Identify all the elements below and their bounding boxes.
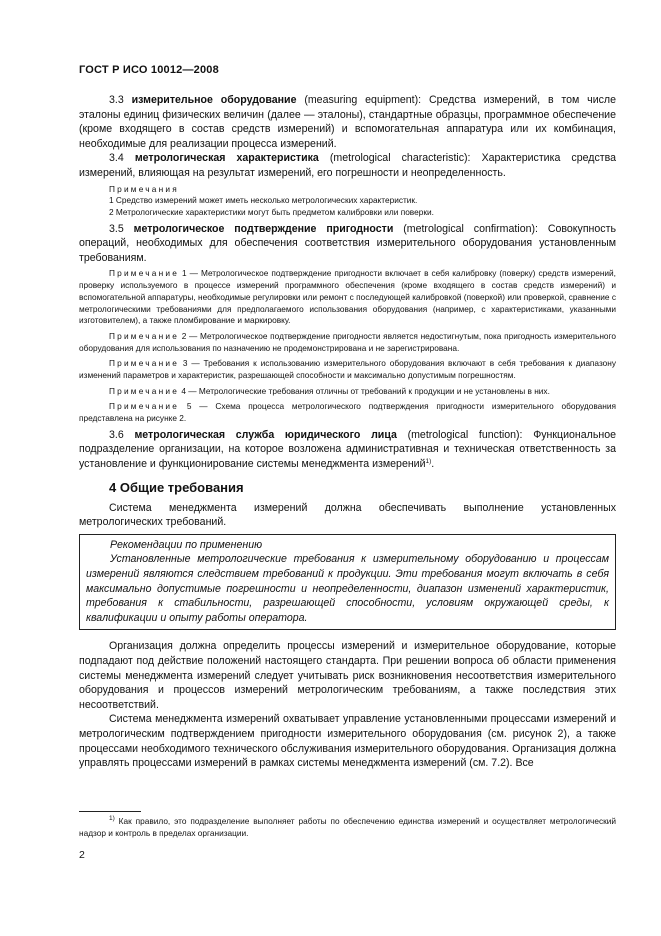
recommendation-heading: Рекомендации по применению [110,538,263,551]
note-label: Примечание [109,401,180,412]
page-body [79,93,616,771]
definition-3-3 [79,93,616,151]
defined-term: метрологическая служба юридического лица [134,428,397,441]
recommendation-box [79,534,616,631]
footnote [79,816,616,839]
note-text: 2 — Метрологическое подтверждение пригодности является недостигнутым, пока пригодность измерительного оборудования для использования по назначению не продемонстрирована и не зарегистрирована. [79,330,616,353]
note-item: 2 Метрологические характеристики могут быть предметом калибровки или поверки. [109,206,434,217]
section-4-paragraph-3: Система менеджмента измерений охватывает управление установленными процессами измерений и метрологическим подтверждением пригодности измерительного оборудования (см. рисунок 2), а также процессами необходимого технического обслуживания измерительного оборудования. Организация должна управлять процессами измерений в рамках системы менеджмента измерений (см. 7.2). Все [79,713,616,770]
note-3 [79,358,616,381]
note-text: 5 — Схема процесса метрологического подтверждения пригодности измерительного оборудования представлена на рисунке 2. [79,401,616,424]
page-number: 2 [79,849,85,861]
clause-number: 3.5 [109,222,124,235]
footnote-divider [79,811,141,812]
note-item: 1 Средство измерений может иметь несколько метрологических характеристик. [109,195,418,206]
note-text: 4 — Метрологические требования отличны от требований к продукции и не установлены в них. [179,385,550,396]
definition-3-6 [79,428,616,472]
clause-number: 3.6 [109,428,124,441]
defined-term: метрологическое подтверждение пригодности [133,222,394,235]
note-5 [79,401,616,424]
definition-text: (measuring equipment): Средства измерений, в том числе эталоны единиц физических величин (далее — эталоны), стандартные образцы, программное обеспечение (кроме входящего в состав средств измерений) и вспомогательная аппаратура или их комбинация, необходимые для реализации процесса измерений. [79,94,616,150]
recommendation-text: Установленные метрологические требования к измерительному оборудованию и процессам измерений являются следствием требований к продукции. Эти требования могут включать в себя максимально допустимые погрешности и неопределенности, диапазон изменений характеристик, требования к стабильности, разрешающей способности, условиям окружающей среды, к квалификации и опыту работы оператора. [86,553,609,624]
section-4-paragraph-2: Организация должна определить процессы измерений и измерительное оборудование, которые подпадают под действие положений настоящего стандарта. При решении вопроса об области применения системы менеджмента измерений следует учитывать риск возникновения несоответствия измерительного оборудования и процессов измерений метрологическим требованиям, а также последствия этих несоответствий. [79,640,616,711]
clause-number: 3.3 [109,94,124,106]
definition-text: (metrological confirmation): Совокупность операций, необходимых для обеспечения соответствия измерительного оборудования установленным требованиям. [79,222,616,264]
section-heading: 4 Общие требования [109,479,244,495]
clause-number: 3.4 [109,152,124,165]
defined-term: измерительное оборудование [131,94,297,106]
footnote-text: Как правило, это подразделение выполняет работы по обеспечению единства измерений и осуществляет метрологический надзор и контроль в пределах организации. [79,816,616,838]
section-4-paragraph-1: Система менеджмента измерений должна обеспечивать выполнение установленных метрологических требований. [79,501,616,529]
definition-3-5 [79,222,616,266]
note-label: Примечание [109,330,180,341]
note-text: 3 — Требования к использованию измерительного оборудования включают в себя требования к диапазону изменений параметров и характеристик, разрешающей способности и максимально допустимым погрешностям. [79,358,616,381]
notes-3-4 [79,184,616,219]
note-1 [79,268,616,327]
footnote-mark: 1) [109,815,115,822]
note-label: Примечание [109,268,180,279]
note-label: Примечание [109,385,180,396]
footnote-reference[interactable]: 1) [425,458,432,466]
note-4 [79,386,616,398]
notes-heading: Примечания [109,183,179,194]
running-header: ГОСТ Р ИСО 10012—2008 [79,64,219,76]
note-label: Примечание [109,358,180,369]
defined-term: метрологическая характеристика [134,152,319,165]
note-text: 1 — Метрологическое подтверждение пригодности включает в себя калибровку (поверку) средств измерений, проверку используемого в процессе измерений программного обеспечения (кроме входящего в состав средств измерений) и вспомогательной аппаратуры, необходимые регулировки или ремонт с последующей калибровкой (поверкой) или проверкой, сравнение с метрологическими требованиями для предполагаемого использования оборудования (например, с характеристиками, указанными изготовителем), а также пломбирование и маркировку. [79,268,616,326]
definition-3-4 [79,151,616,180]
note-2 [79,331,616,354]
definition-text: (metrological characteristic): Характеристика средства измерений, влияющая на результат измерений, его погрешности и неопределенность. [79,152,617,179]
definition-tail: . [431,458,435,471]
definition-text: (metrological function): Функциональное подразделение организации, на которое возложена административная и техническая ответственность за установление и функционирование системы менеджмента измерений [79,428,616,471]
